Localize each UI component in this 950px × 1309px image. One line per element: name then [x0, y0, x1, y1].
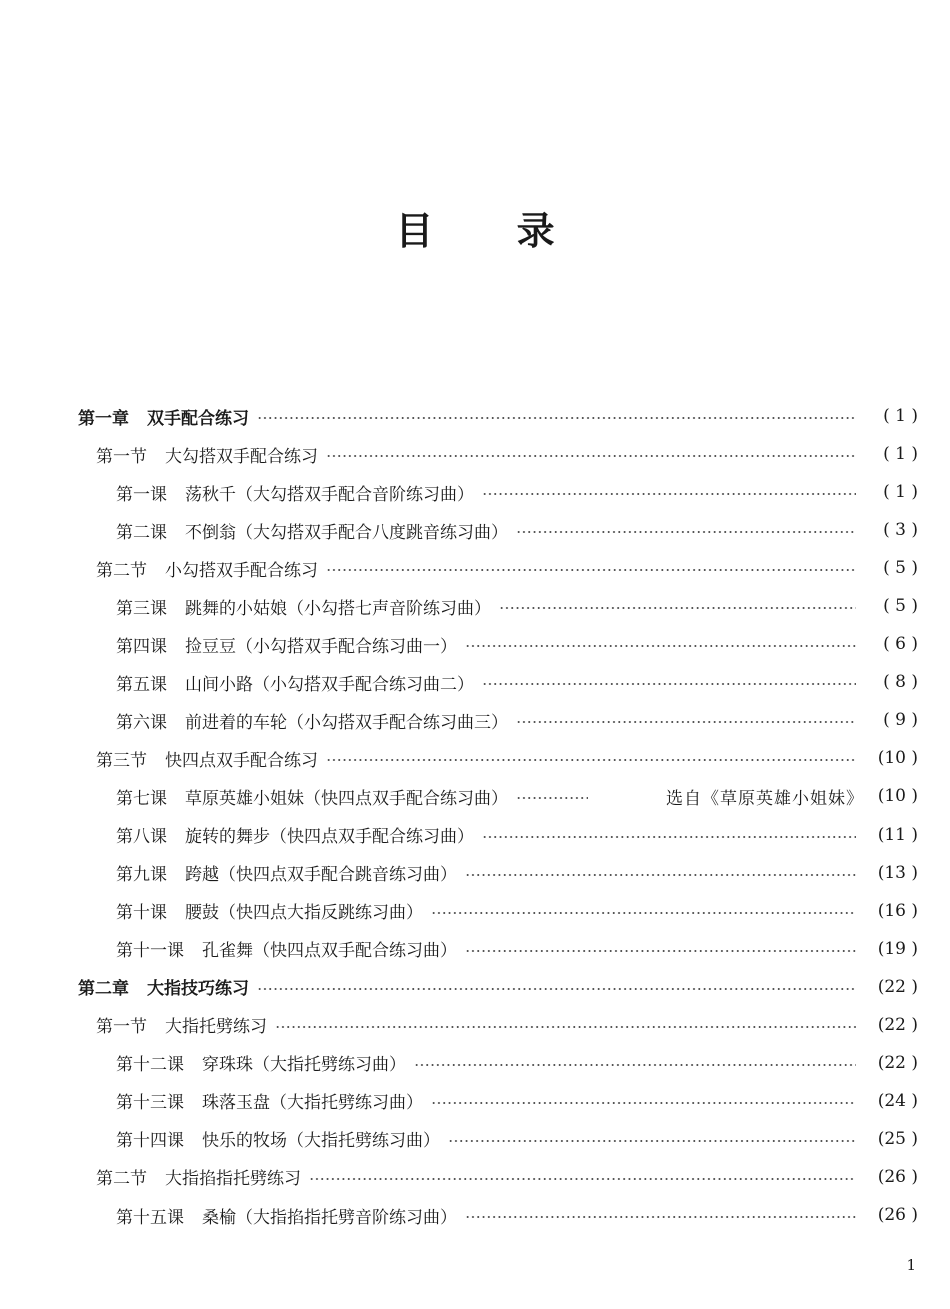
- dot-leader: [448, 1140, 856, 1142]
- toc-entry-title: 大指掐指托劈练习: [165, 1169, 301, 1190]
- dot-leader: [326, 455, 856, 457]
- toc-lesson[interactable]: [78, 1082, 918, 1120]
- toc-entry-number: 第二课: [116, 522, 167, 543]
- toc-entry-title: 小勾搭双手配合练习: [165, 560, 318, 581]
- toc-entry-number: 第十课: [116, 903, 167, 924]
- toc-entry-number: 第五课: [116, 674, 167, 695]
- dot-leader: [275, 1026, 856, 1028]
- dot-leader: [465, 950, 856, 952]
- toc-entry-title: 大指托劈练习: [165, 1017, 267, 1038]
- dot-leader: [465, 874, 856, 876]
- toc-entry-page: (10 ): [877, 786, 918, 807]
- toc-entry-page: (10 ): [877, 748, 918, 769]
- table-of-contents: [78, 397, 918, 1234]
- toc-entry-number: 第二章: [78, 979, 129, 1000]
- toc-entry-number: 第六课: [116, 712, 167, 733]
- page-title: [0, 200, 950, 255]
- toc-lesson[interactable]: [78, 587, 918, 625]
- toc-entry-number: 第十五课: [116, 1207, 184, 1228]
- dot-leader: [465, 1216, 856, 1218]
- toc-entry-title: 不倒翁（大勾搭双手配合八度跳音练习曲）: [185, 522, 508, 543]
- toc-section[interactable]: [78, 739, 918, 777]
- toc-entry-page: (19 ): [877, 938, 918, 959]
- toc-lesson[interactable]: [78, 892, 918, 930]
- toc-entry-number: 第八课: [116, 827, 167, 848]
- toc-entry-page: ( 5 ): [883, 558, 918, 579]
- dot-leader: [499, 607, 856, 609]
- toc-entry-page: ( 8 ): [883, 672, 918, 693]
- toc-entry-number: 第二节: [96, 560, 147, 581]
- toc-entry-title: 双手配合练习: [147, 408, 249, 429]
- dot-leader: [414, 1064, 856, 1066]
- toc-entry-number: 第十三课: [116, 1093, 184, 1114]
- dot-leader: [465, 645, 856, 647]
- toc-entry-page: (16 ): [877, 900, 918, 921]
- toc-entry-title: 孔雀舞（快四点双手配合练习曲）: [202, 941, 457, 962]
- dot-leader: [431, 912, 856, 914]
- toc-entry-page: (22 ): [877, 1014, 918, 1035]
- toc-lesson[interactable]: [78, 663, 918, 701]
- dot-leader: [309, 1178, 856, 1180]
- toc-entry-page: (11 ): [877, 824, 918, 845]
- dot-leader: [516, 721, 856, 723]
- toc-entry-page: ( 9 ): [883, 710, 918, 731]
- dot-leader: [482, 836, 856, 838]
- toc-entry-number: 第三节: [96, 750, 147, 771]
- toc-lesson[interactable]: [78, 701, 918, 739]
- title-char-2: 录: [516, 209, 555, 253]
- toc-entry-title: 桑榆（大指掐指托劈音阶练习曲）: [202, 1207, 457, 1228]
- toc-entry-page: (26 ): [877, 1166, 918, 1187]
- toc-entry-number: 第十一课: [116, 941, 184, 962]
- dot-leader: [326, 569, 856, 571]
- toc-entry-title: 跳舞的小姑娘（小勾搭七声音阶练习曲）: [185, 598, 491, 619]
- toc-chapter[interactable]: [78, 397, 918, 435]
- toc-entry-page: ( 3 ): [883, 520, 918, 541]
- toc-entry-title: 穿珠珠（大指托劈练习曲）: [202, 1055, 406, 1076]
- toc-section[interactable]: [78, 549, 918, 587]
- toc-lesson[interactable]: [78, 816, 918, 854]
- toc-lesson[interactable]: [78, 1196, 918, 1234]
- toc-entry-page: ( 5 ): [883, 596, 918, 617]
- page-number: 1: [906, 1256, 916, 1274]
- toc-entry-number: 第三课: [116, 598, 167, 619]
- toc-entry-number: 第二节: [96, 1169, 147, 1190]
- dot-leader: [257, 988, 856, 990]
- toc-section[interactable]: [78, 435, 918, 473]
- toc-entry-title: 草原英雄小姐妹（快四点双手配合练习曲）: [185, 788, 508, 809]
- toc-lesson[interactable]: [78, 625, 918, 663]
- toc-entry-title: 前进着的车轮（小勾搭双手配合练习曲三）: [185, 712, 508, 733]
- toc-entry-title: 腰鼓（快四点大指反跳练习曲）: [185, 903, 423, 924]
- toc-entry-number: 第九课: [116, 865, 167, 886]
- toc-lesson[interactable]: [78, 1120, 918, 1158]
- toc-entry-number: 第七课: [116, 788, 167, 809]
- toc-entry-number: 第十二课: [116, 1055, 184, 1076]
- toc-lesson[interactable]: [78, 854, 918, 892]
- toc-lesson[interactable]: [78, 511, 918, 549]
- toc-lesson[interactable]: [78, 777, 918, 815]
- toc-entry-page: (13 ): [877, 862, 918, 883]
- toc-entry-number: 第一课: [116, 484, 167, 505]
- toc-entry-title: 快乐的牧场（大指托劈练习曲）: [202, 1131, 440, 1152]
- toc-entry-title: 捡豆豆（小勾搭双手配合练习曲一）: [185, 636, 457, 657]
- toc-entry-page: (24 ): [877, 1090, 918, 1111]
- toc-entry-number: 第一节: [96, 1017, 147, 1038]
- toc-entry-number: 第四课: [116, 636, 167, 657]
- toc-lesson[interactable]: [78, 930, 918, 968]
- dot-leader: [257, 417, 856, 419]
- toc-section[interactable]: [78, 1158, 918, 1196]
- dot-leader: [326, 759, 856, 761]
- toc-entry-title: 快四点双手配合练习: [165, 750, 318, 771]
- toc-entry-page: ( 1 ): [883, 482, 918, 503]
- toc-entry-title: 大勾搭双手配合练习: [165, 446, 318, 467]
- dot-leader: [431, 1102, 856, 1104]
- toc-entry-number: 第一章: [78, 408, 129, 429]
- toc-entry-page: ( 6 ): [883, 634, 918, 655]
- toc-entry-page: ( 1 ): [883, 406, 918, 427]
- dot-leader: [516, 797, 588, 799]
- toc-entry-title: 大指技巧练习: [147, 979, 249, 1000]
- toc-entry-title: 旋转的舞步（快四点双手配合练习曲）: [185, 827, 474, 848]
- toc-section[interactable]: [78, 1006, 918, 1044]
- toc-lesson[interactable]: [78, 1044, 918, 1082]
- toc-entry-title: 山间小路（小勾搭双手配合练习曲二）: [185, 674, 474, 695]
- toc-entry-title: 珠落玉盘（大指托劈练习曲）: [202, 1093, 423, 1114]
- dot-leader: [482, 683, 856, 685]
- toc-entry-page: (26 ): [877, 1205, 918, 1225]
- dot-leader: [516, 531, 856, 533]
- toc-chapter[interactable]: [78, 968, 918, 1006]
- toc-entry-title: 跨越（快四点双手配合跳音练习曲）: [185, 865, 457, 886]
- dot-leader: [482, 493, 856, 495]
- toc-entry-page: (22 ): [877, 976, 918, 997]
- toc-entry-number: 第一节: [96, 446, 147, 467]
- toc-entry-page: (22 ): [877, 1052, 918, 1073]
- toc-entry-number: 第十四课: [116, 1131, 184, 1152]
- toc-entry-page: (25 ): [877, 1128, 918, 1149]
- title-char-1: 目: [395, 209, 434, 253]
- toc-entry-title: 荡秋千（大勾搭双手配合音阶练习曲）: [185, 484, 474, 505]
- toc-entry-source: 选自《草原英雄小姐妹》: [666, 788, 864, 809]
- toc-lesson[interactable]: [78, 473, 918, 511]
- toc-entry-page: ( 1 ): [883, 444, 918, 465]
